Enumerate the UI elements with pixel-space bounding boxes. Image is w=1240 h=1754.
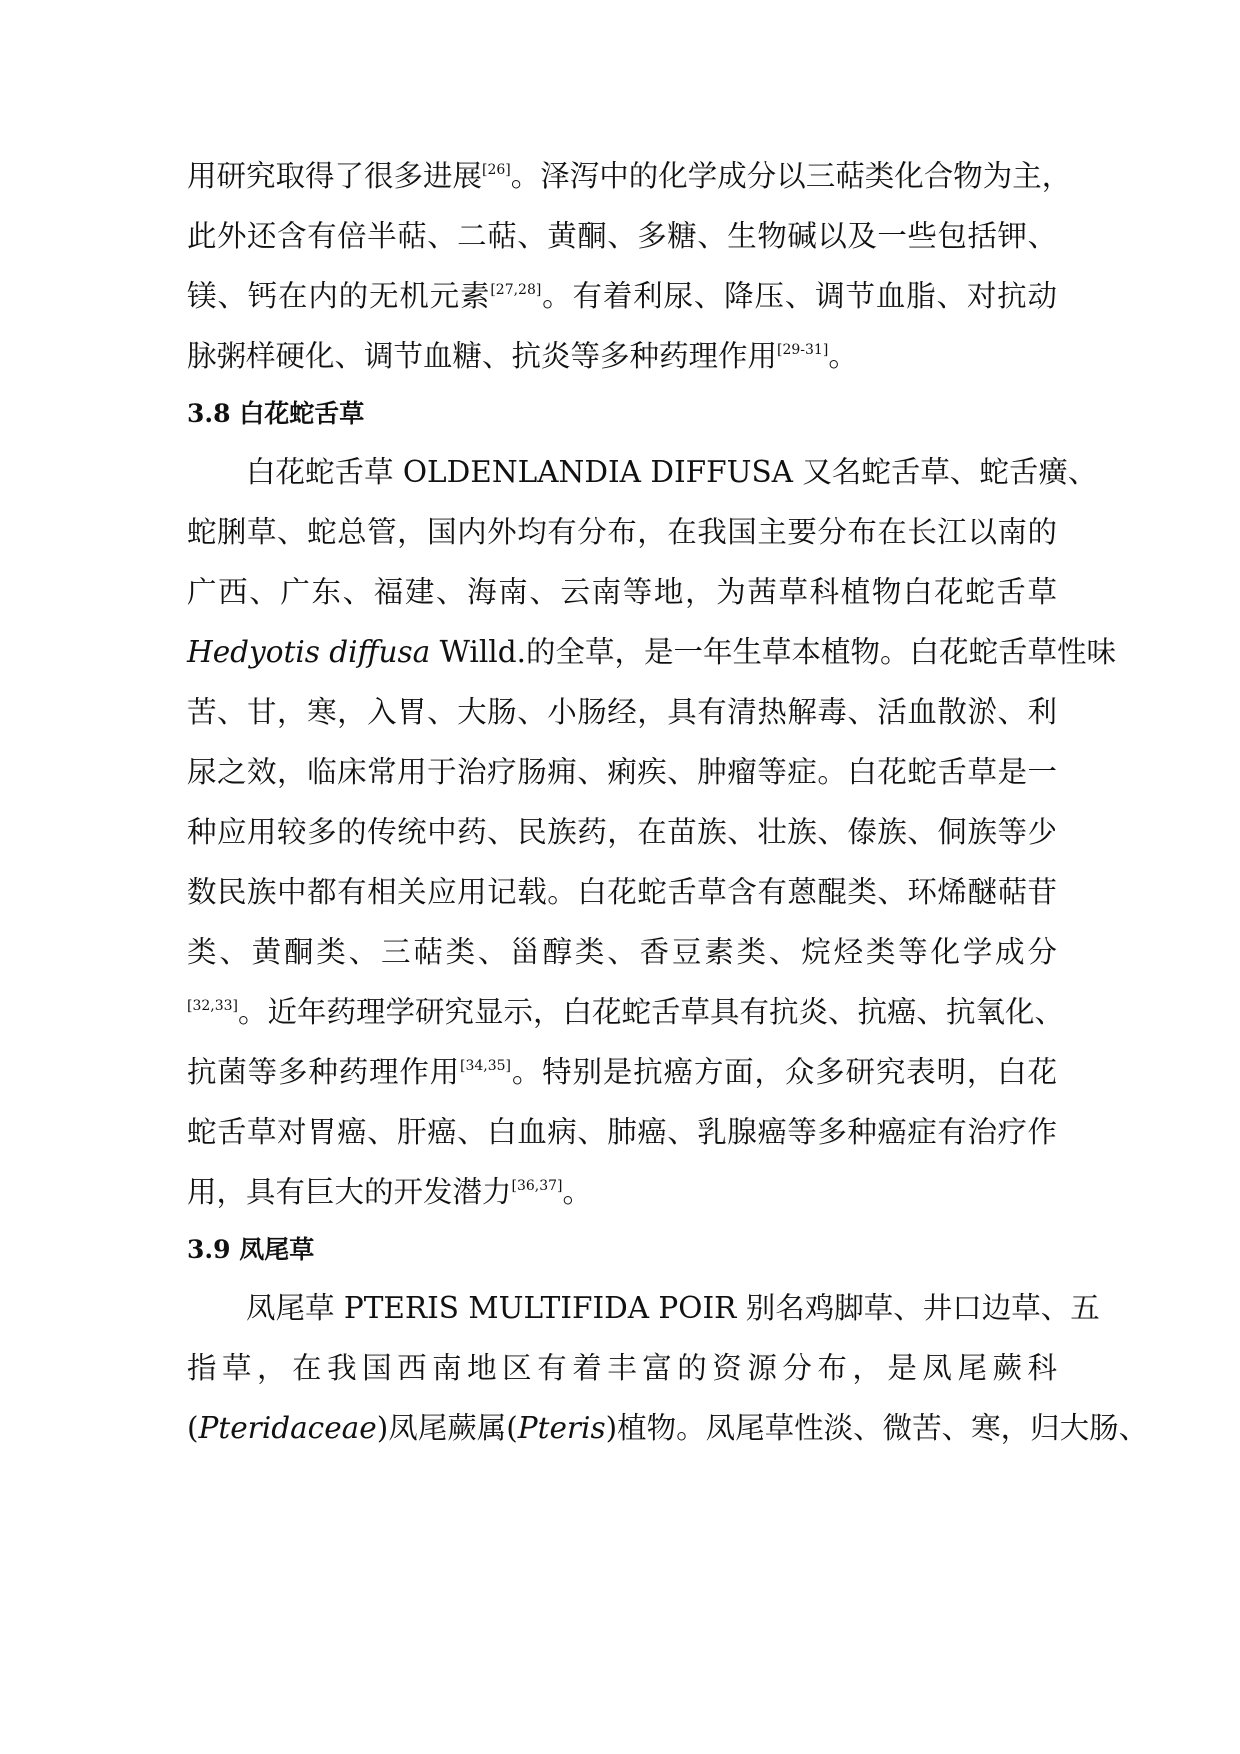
citation: [29-31]	[777, 342, 829, 358]
text-line: 凤尾草 PTERIS MULTIFIDA POIR 别名鸡脚草、井口边草、五	[246, 1291, 1100, 1325]
citation: [34,35]	[460, 1058, 512, 1074]
citation: [32,33]	[187, 998, 239, 1014]
text-line: Hedyotis diffusa Willd.的全草，是一年生草本植物。白花蛇舌草性味	[187, 635, 1116, 669]
genus-name: Pteris	[517, 1411, 606, 1445]
text-line: 指草，在我国西南地区有着丰富的资源分布，是凤尾蕨科	[187, 1351, 1057, 1385]
text-line: [32,33]。近年药理学研究显示，白花蛇舌草具有抗炎、抗癌、抗氧化、	[187, 995, 1065, 1029]
text-line: 镁、钙在内的无机元素[27,28]。有着利尿、降压、调节血脂、对抗动	[187, 279, 1057, 313]
text-line: 脉粥样硬化、调节血糖、抗炎等多种药理作用[29-31]。	[187, 339, 858, 373]
text-line: 广西、广东、福建、海南、云南等地，为茜草科植物白花蛇舌草	[187, 575, 1057, 609]
citation: [36,37]	[511, 1178, 563, 1194]
text-line: 蛇舌草对胃癌、肝癌、白血病、肺癌、乳腺癌等多种癌症有治疗作	[187, 1115, 1057, 1149]
text-line: 用，具有巨大的开发潜力[36,37]。	[187, 1175, 593, 1209]
text-line: 尿之效，临床常用于治疗肠痈、痢疾、肿瘤等症。白花蛇舌草是一	[187, 755, 1057, 789]
section-heading-3-8: 3.8 白花蛇舌草	[187, 399, 365, 428]
text-line: 苦、甘，寒，入胃、大肠、小肠经，具有清热解毒、活血散淤、利	[187, 695, 1057, 729]
text-line: (Pteridaceae)凤尾蕨属(Pteris)植物。凤尾草性淡、微苦、寒，归大肠、	[187, 1411, 1149, 1445]
text-line: 抗菌等多种药理作用[34,35]。特别是抗癌方面，众多研究表明，白花	[187, 1055, 1057, 1089]
text-line: 白花蛇舌草 OLDENLANDIA DIFFUSA 又名蛇舌草、蛇舌癀、	[246, 455, 1098, 489]
citation: [26]	[482, 162, 511, 178]
text-line: 蛇脷草、蛇总管，国内外均有分布，在我国主要分布在长江以南的	[187, 515, 1057, 549]
citation: [27,28]	[490, 282, 542, 298]
text-line: 用研究取得了很多进展[26]。泽泻中的化学成分以三萜类化合物为主，	[187, 159, 1072, 193]
text-line: 此外还含有倍半萜、二萜、黄酮、多糖、生物碱以及一些包括钾、	[187, 219, 1057, 253]
species-name: Hedyotis diffusa	[187, 635, 431, 669]
family-name: Pteridaceae	[198, 1411, 377, 1445]
text-line: 数民族中都有相关应用记载。白花蛇舌草含有蒽醌类、环烯醚萜苷	[187, 875, 1057, 909]
text-line: 种应用较多的传统中药、民族药，在苗族、壮族、傣族、侗族等少	[187, 815, 1057, 849]
text-line: 类、黄酮类、三萜类、甾醇类、香豆素类、烷烃类等化学成分	[187, 935, 1057, 969]
section-heading-3-9: 3.9 凤尾草	[187, 1235, 315, 1264]
